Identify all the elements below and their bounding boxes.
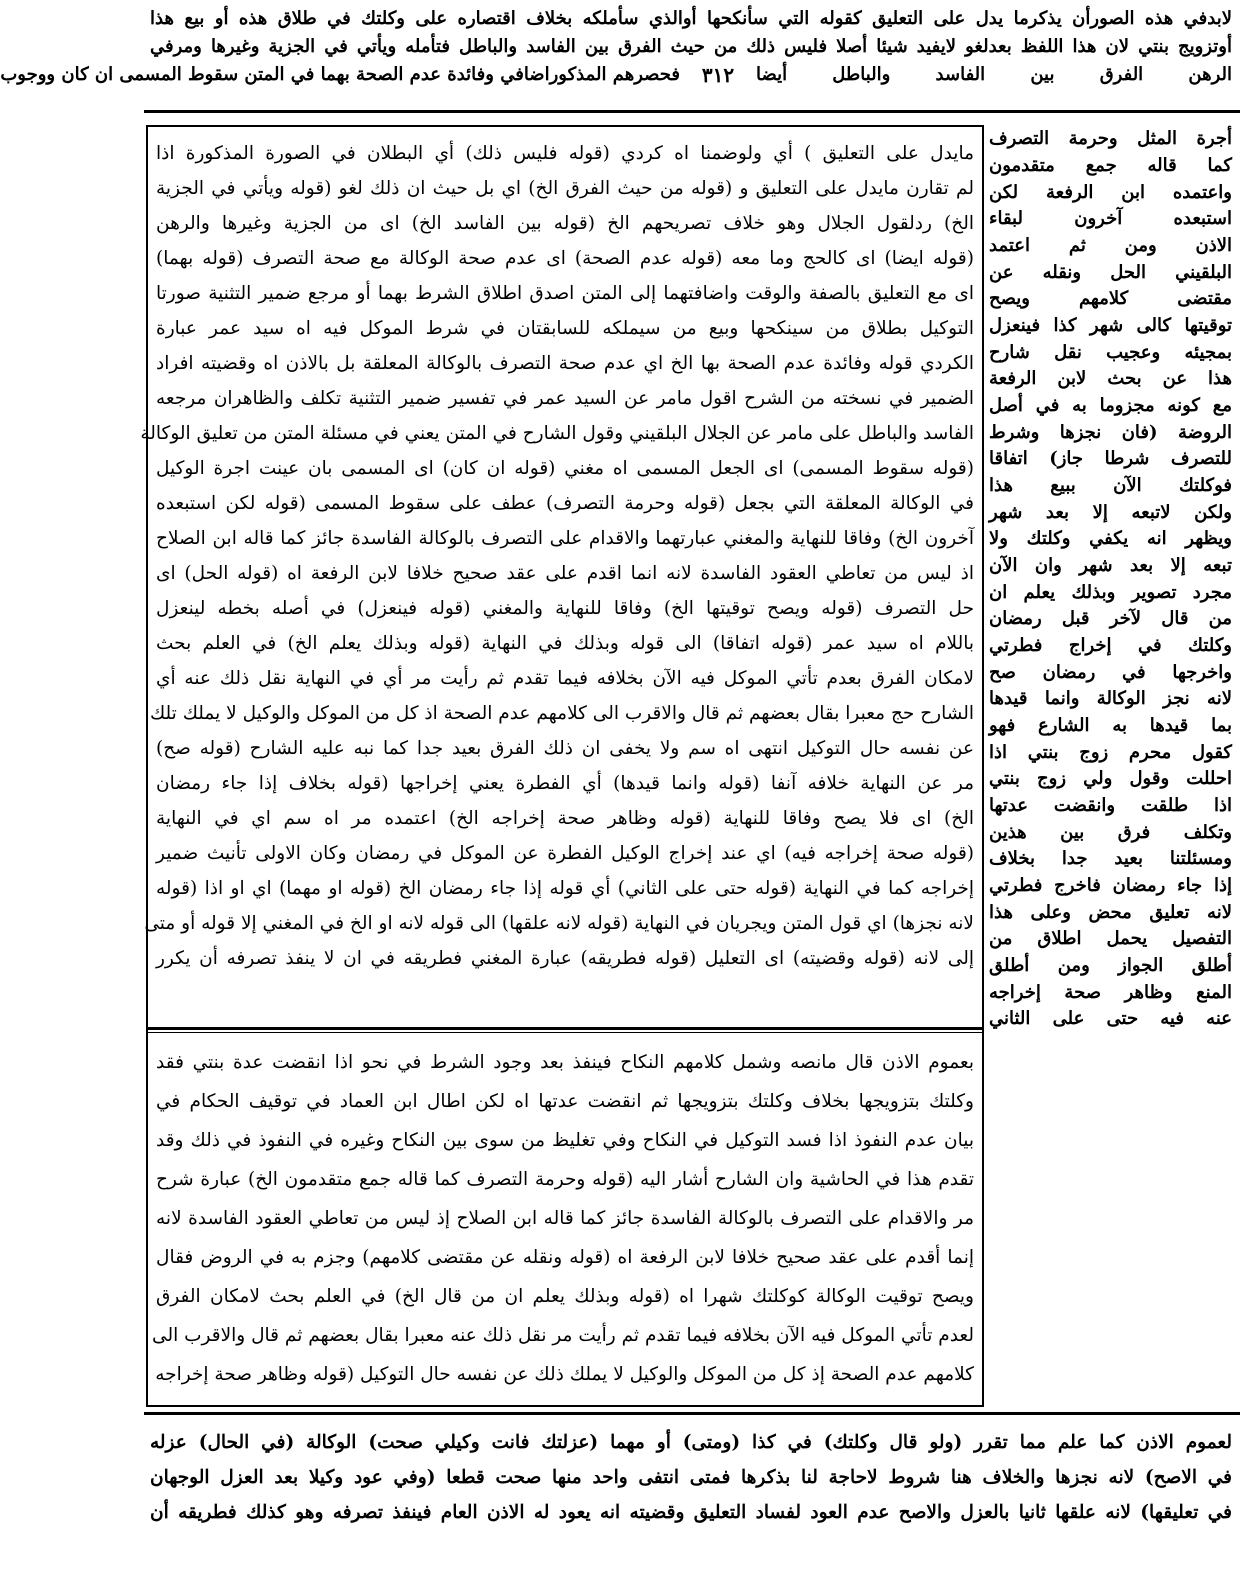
lower-commentary-line: مر والاقدام على التصرف بالوكالة الفاسدة جائز كما قاله ابن الصلاح إذ ليس من تعاطي العقود الفاسدة لانه <box>156 1208 974 1229</box>
side-text-line: واخرجها في رمضان صح <box>989 662 1232 683</box>
page-number: ٣١٢ <box>701 63 735 87</box>
side-text-line: لانه تعليق محض وعلى هذا <box>989 902 1232 923</box>
commentary-line: لامكان الفرق بعدم تأتي الموكل فيه الآن بخلافه فيما تقدم ثم رأيت مر أي في النهاية نقل ذلك عنه أي <box>156 668 974 689</box>
lower-commentary-line: ويصح توقيت الوكالة كوكلتك شهرا اه (قوله وبذلك يعلم ان من قال الخ) في العلم بحث لامكان الفرق <box>156 1286 974 1307</box>
commentary-line: الشارح حج معبرا بقال بعضهم ثم قال والاقرب الى كلامهم عدم الصحة اذ كل من الموكل والوكيل لا يملك تلك <box>149 703 974 724</box>
commentary-line: (قوله سقوط المسمى) اى الجعل المسمى اه مغني (قوله ان كان) اى المسمى بان عينت اجرة الوكيل <box>156 458 974 479</box>
side-text-line: هذا عن بحث لابن الرفعة <box>989 368 1232 389</box>
side-text-line: مجرد تصوير وبذلك يعلم ان <box>989 582 1232 603</box>
commentary-line: إخراجه كما في النهاية (قوله حتى على الثاني) أي قوله إذا جاء رمضان الخ (قوله او مهما) اي او اذا (قوله <box>156 878 974 899</box>
commentary-line: الضمير في نسخته من الشرح اقول مامر عن السيد عمر في تفسير ضمير التثنية تكلف والظاهران مرجعه <box>156 388 974 409</box>
side-text-line: أطلق الجواز ومن أطلق <box>989 955 1232 976</box>
side-text-line: واعتمده ابن الرفعة لكن <box>989 182 1232 203</box>
side-text-line: من قال لآخر قبل رمضان <box>989 608 1232 629</box>
top-text-line: أوتزويج بنتي لان هذا اللفظ بعدلغو لايفيد شيئا أصلا فليس ذلك من حيث الفرق بين الفاسد والباطل فتأمله ويأتي في الجزية وغيرها ومرفي <box>150 36 1232 57</box>
commentary-line: التوكيل بطلاق من سينكحها وبيع من سيملكه للسابقتان في شرط الموكل فيه اه سيد عمر عبارة <box>156 318 974 339</box>
side-text-line: تبعه إلا بعد شهر وان الآن <box>989 555 1232 576</box>
side-text-line: بما قيدها به الشارع فهو <box>989 715 1232 736</box>
side-text-line: استبعده آخرون لبقاء <box>989 208 1232 229</box>
side-text-line: أجرة المثل وحرمة التصرف <box>989 128 1232 149</box>
commentary-line: إلى لانه (قوله وقضيته) اى التعليل (قوله فطريقه) عبارة المغني فطريقه في ان لا ينفذ تصرفه أن يكرر <box>156 948 974 969</box>
side-text-line: الاذن ومن ثم اعتمد <box>989 235 1232 256</box>
lower-commentary-line: بعموم الاذن قال مانصه وشمل كلامهم النكاح فينفذ بعد وجود الشرط في نحو اذا انقضت عدة بنتي فقد <box>156 1052 974 1073</box>
side-text-line: المنع وظاهر صحة إخراجه <box>989 982 1232 1003</box>
side-text-line: فوكلتك الآن ببيع هذا <box>989 475 1232 496</box>
side-text-line: وتكلف فرق بين هذين <box>989 822 1232 843</box>
side-text-line: وكلتك في إخراج فطرتي <box>989 635 1232 656</box>
top-text-line: لابدفي هذه الصورأن يذكرما يدل على التعليق كقوله التي سأنكحها أوالذي سأملكه بخلاف اقتصاره على وكلتك في طلاق هذه أو بيع هذا <box>150 8 1232 29</box>
side-text-line: مقتضى كلامهم ويصح <box>989 288 1232 309</box>
commentary-line: (قوله صحة إخراجه فيه) اي عند إخراج الوكيل الفطرة عن الموكل في رمضان وكان الاولى تأنيث ضمير <box>156 843 974 864</box>
side-text-line: ولكن لاتبعه إلا بعد شهر <box>989 502 1232 523</box>
top-text-line: الرهن الفرق بين الفاسد والباطل أيضا <box>756 64 1232 85</box>
commentary-line: عن نفسه حال التوكيل انتهى اه سم ولا يخفى ان ذلك الفرق بعيد جدا كما نبه عليه الشارح (قوله صح) <box>156 738 974 759</box>
side-text-line: توقيتها كالى شهر كذا فينعزل <box>989 315 1232 336</box>
side-text-line: ويظهر انه يكفي وكلتك ولا <box>989 528 1232 549</box>
commentary-line <box>156 980 974 1008</box>
commentary-line: باللام اه سيد عمر (قوله اتفاقا) الى قوله وبذلك في النهاية (قوله وبذلك يعلم الخ) في العلم بحث <box>156 633 974 654</box>
commentary-line: مايدل على التعليق ) أي ولوضمنا اه كردي (قوله فليس ذلك) أي البطلان في الصورة المذكورة اذا <box>156 143 974 164</box>
bottom-text-line: لعموم الاذن كما علم مما تقرر (ولو قال وكلتك) في كذا (ومتى) أو مهما (عزلتك فانت وكيلي صحت) الوكالة (في الحال) عزله <box>150 1432 1232 1453</box>
commentary-line: مر عن النهاية خلافه آنفا (قوله وانما قيدها) أي الفطرة يعني إخراجها (قوله بخلاف إذا جاء رمضان <box>156 773 974 794</box>
side-text-line: للتصرف شرطا جاز) اتفاقا <box>989 448 1232 469</box>
side-text-line: مع كونه مجزوما به في أصل <box>989 395 1232 416</box>
commentary-divider <box>146 1027 984 1030</box>
commentary-line: اى مع التعليق بالصفة والوقت واضافتهما إلى المتن اصدق اطلاق الشرط بهما أو مرجع ضمير التثنية صورتا <box>156 283 974 304</box>
lower-commentary-line: تقدم هذا في الحاشية وان الشارح أشار اليه (قوله وحرمة التصرف كما قاله جمع متقدمون الخ) عبارة شرح <box>156 1169 974 1190</box>
bottom-rule <box>144 1412 1240 1415</box>
commentary-line: اذ ليس من تعاطي العقود الفاسدة لانه انما اقدم على عقد صحيح خلافا لابن الرفعة اه (قوله الحل) اى <box>156 563 974 584</box>
side-text-line: لانه نجز الوكالة وانما قيدها <box>989 688 1232 709</box>
lower-commentary-line: وكلتك بتزويجها بخلاف وكلتك بتزويجها ثم انقضت عدتها اه لكن اطال ابن العماد في توقيف الحكام في <box>156 1091 974 1112</box>
commentary-line: الخ) ردلقول الجلال وهو خلاف تصريحهم الخ (قوله بين الفاسد الخ) اى من الجزية وغيرها والرهن <box>156 213 974 234</box>
side-text-line: اذا طلقت وانقضت عدتها <box>989 795 1232 816</box>
commentary-line: (قوله ايضا) اى كالحج وما معه (قوله عدم الصحة) اى عدم صحة الوكالة مع صحة التصرف (قوله بهما) <box>156 248 974 269</box>
commentary-line: الكردي قوله وفائدة عدم الصحة بها الخ اي عدم صحة التصرف بالوكالة المعلقة بل بالاذن اه وقضيته افراد <box>156 353 974 374</box>
side-text-line: بمجيئه وعجيب نقل شارح <box>989 342 1232 363</box>
lower-commentary-line: إنما أقدم على عقد صحيح خلافا لابن الرفعة اه (قوله ونقله عن مقتضى كلامهم) وجزم به في الروض فقال <box>156 1247 974 1268</box>
side-text-line: البلقيني الحل ونقله عن <box>989 262 1232 283</box>
lower-commentary-line: كلامهم عدم الصحة إذ كل من الموكل والوكيل لا يملك ذلك عن نفسه حال التوكيل (قوله وظاهر صحة إخراجه <box>155 1364 974 1385</box>
commentary-line: حل التصرف (قوله ويصح توقيتها الخ) وفاقا للنهاية والمغني (قوله فينعزل) في أصله بخطه لينعزل <box>156 598 974 619</box>
top-rule <box>144 110 1240 113</box>
side-text-line: إذا جاء رمضان فاخرج فطرتي <box>989 875 1232 896</box>
side-text-line: كقول محرم زوج بنتي اذا <box>989 742 1232 763</box>
side-text-line: التفصيل يحمل اطلاق من <box>989 928 1232 949</box>
commentary-line: الخ) اى فلا يصح وفاقا للنهاية (قوله وظاهر صحة إخراجه الخ) اعتمده مر اه سم اي في النهاية <box>156 808 974 829</box>
bottom-text-line: في تعليقها) لانه علقها ثانيا بالعزل والاصح عدم العود لفساد التعليق وقضيته انه يعود له الاذن العام فينفذ تصرفه وهو كذلك فطريقه أن <box>150 1502 1232 1523</box>
side-text-line: عنه فيه حتى على الثاني <box>989 1008 1232 1029</box>
commentary-line: الفاسد والباطل على مامر عن الجلال البلقيني وقول الشارح في المتن يعني في مسئلة المتن من تعليق الوكالة <box>140 423 974 444</box>
side-text-line: كما قاله جمع متقدمون <box>989 155 1232 176</box>
bottom-text-line: في الاصح) لانه نجزها والخلاف هنا شروط لاحاجة لنا بذكرها فمتى انتفى واحد منها صحت قطعا (وفي عود وكيلا بعد العزل الوجهان <box>150 1467 1232 1488</box>
lower-commentary-line: لعدم تأتي الموكل فيه الآن بخلافه فيما تقدم ثم رأيت مر نقل ذلك عنه معبرا بقال بعضهم ثم قال والاقرب الى <box>152 1325 974 1346</box>
commentary-line: لانه نجزها) اي قول المتن ويجريان في النهاية (قوله لانه علقها) الى قوله لانه او الخ في المغني إلا قوله أو متى <box>144 913 974 934</box>
commentary-divider-thin <box>146 1032 984 1033</box>
commentary-line: آخرون الخ) وفاقا للنهاية والمغني عبارتهما والاقدام على التصرف بالوكالة الفاسدة جائز كما قاله ابن الصلاح <box>156 528 974 549</box>
commentary-line: لم تقارن مايدل على التعليق و (قوله من حيث الفرق الخ) اي بل حيث ان ذلك لغو (قوله ويأتي في الجزية <box>156 178 974 199</box>
side-text-line: الروضة (فان نجزها وشرط <box>989 422 1232 443</box>
side-text-line: احللت وقول ولي زوج بنتي <box>989 768 1232 789</box>
commentary-line: في الوكالة المعلقة التي بجعل (قوله وحرمة التصرف) عطف على سقوط المسمى (قوله لكن استبعده <box>156 493 974 514</box>
side-text-line: ومسئلتنا بعيد جدا بخلاف <box>989 848 1232 869</box>
top-text-line: فحصرهم المذكوراضافي وفائدة عدم الصحة بهما في المتن سقوط المسمى ان كان ووجوب <box>0 64 680 85</box>
lower-commentary-line: بيان عدم النفوذ اذا فسد التوكيل في النكاح وفي تغليظ من سوى بين النكاح وغيره في النفوذ في ذلك وقد <box>156 1130 974 1151</box>
